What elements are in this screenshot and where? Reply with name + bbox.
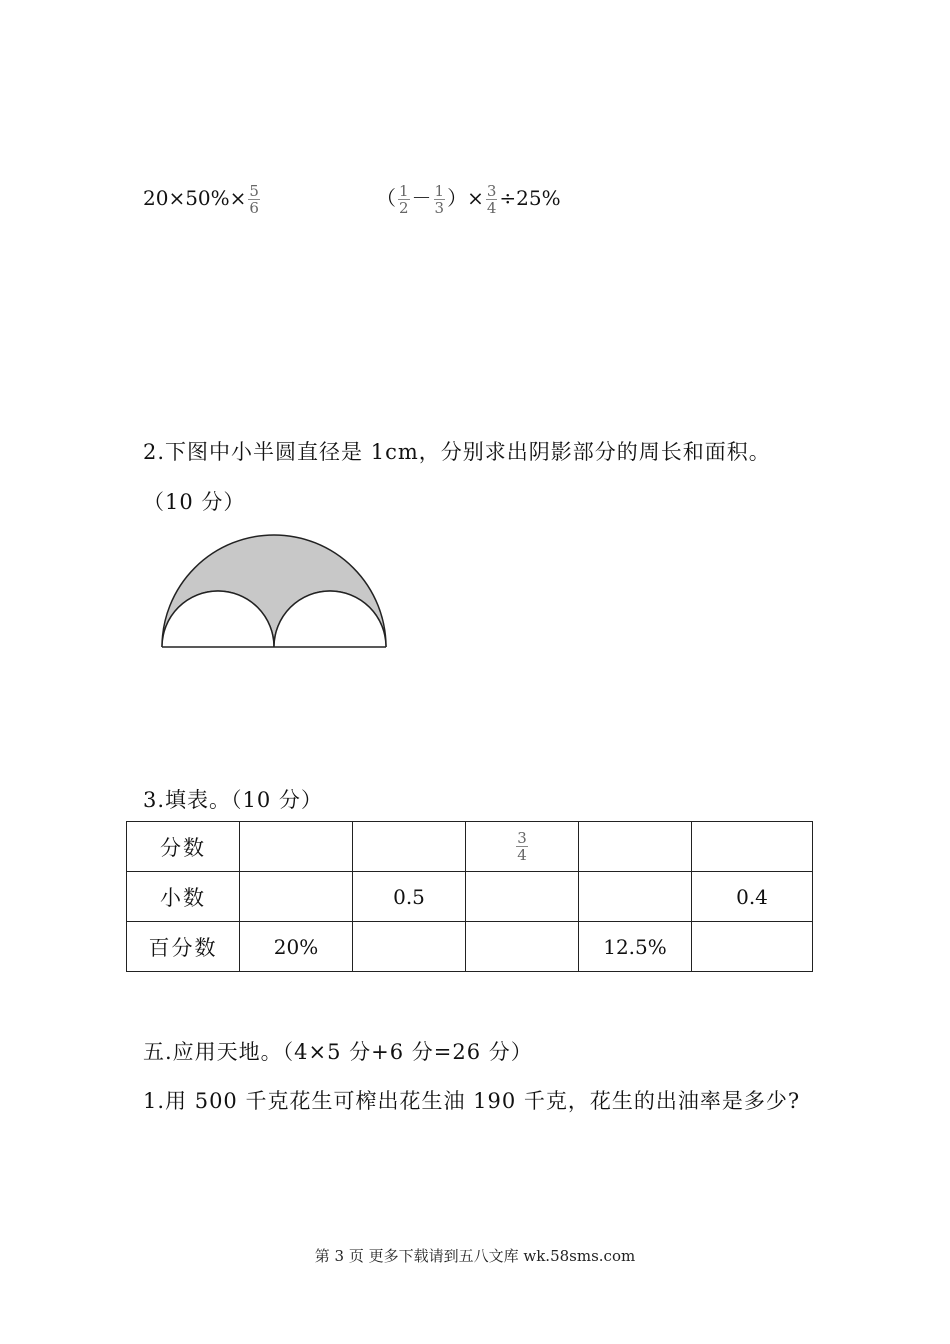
row-header-fraction: 分数	[127, 822, 240, 872]
table-cell	[579, 822, 692, 872]
semicircle-figure	[150, 525, 400, 655]
fraction-5-6: $\frac{5}{6}$	[249, 182, 259, 217]
section-5-question-1: 1.用 500 千克花生可榨出花生油 190 千克，花生的出油率是多少?	[143, 1089, 801, 1113]
conversion-table	[126, 821, 813, 972]
table-cell	[240, 822, 353, 872]
fraction-1-3: $\frac{1}{3}$	[434, 182, 445, 217]
fraction-3-4: $\frac{3}{4}$	[517, 829, 527, 864]
table-row-fraction	[127, 822, 813, 872]
table-cell	[692, 922, 813, 972]
fraction-1-2: $\frac{1}{2}$	[399, 182, 409, 217]
table-cell: 12.5%	[579, 922, 692, 972]
table-cell	[353, 922, 466, 972]
table-cell: 0.4	[692, 872, 813, 922]
row-header-percent: 百分数	[127, 922, 240, 972]
table-cell	[466, 822, 579, 872]
question-2-line-1: 2.下图中小半圆直径是 1cm，分别求出阴影部分的周长和面积。	[143, 440, 771, 464]
table-cell	[353, 822, 466, 872]
table-cell: 20%	[240, 922, 353, 972]
question-3-title: 3.填表。（10 分）	[143, 788, 323, 812]
expression-1	[143, 178, 262, 218]
question-2-line-2: （10 分）	[143, 490, 246, 514]
table-cell	[466, 922, 579, 972]
table-cell: 0.5	[353, 872, 466, 922]
table-cell	[579, 872, 692, 922]
expression-1-lead: 20×50%×	[143, 186, 247, 210]
table-row-percent	[127, 922, 813, 972]
table-cell	[240, 872, 353, 922]
section-5-title: 五.应用天地。（4×5 分+6 分=26 分）	[143, 1040, 533, 1064]
table-row-decimal	[127, 872, 813, 922]
table-cell	[692, 822, 813, 872]
page-footer: 第 3 页 更多下载请到五八文库 wk.58sms.com	[314, 1247, 636, 1265]
row-header-decimal: 小数	[127, 872, 240, 922]
table-cell	[466, 872, 579, 922]
expression-2: （ $\frac{1}{2}$ － $\frac{1}{3}$ ）× $\frac{3}{4}$ ÷25%	[376, 182, 561, 217]
fraction-3-4: $\frac{3}{4}$	[486, 182, 497, 217]
